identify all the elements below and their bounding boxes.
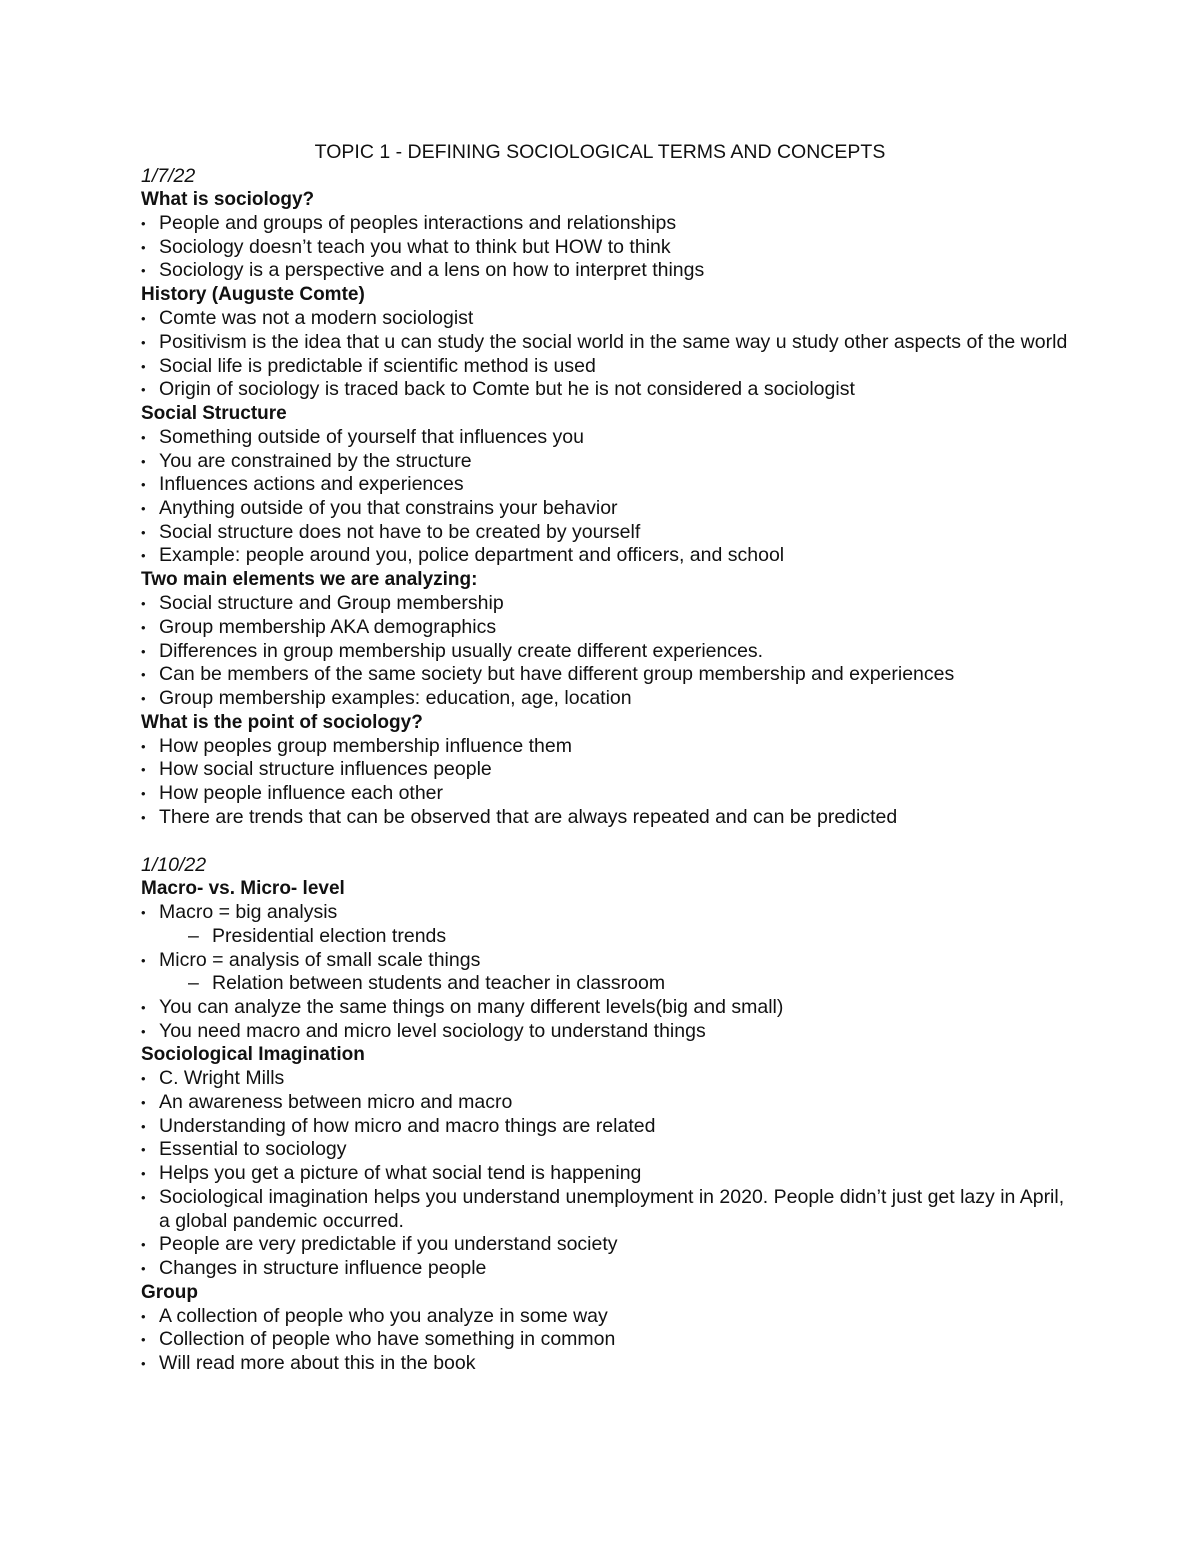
bullet-list [141,307,1071,402]
section-macro-micro [141,877,1071,1043]
list-item: • Positivism is the idea that u can study the social world in the same way u study other aspects of the world [141,331,1071,355]
list-item: • Understanding of how micro and macro things are related [141,1115,1071,1139]
section-heading: What is sociology? [141,189,315,210]
list-item: • Social structure and Group membership [141,592,1071,616]
list-item: • Something outside of yourself that influences you [141,426,1071,450]
bullet-list [141,212,1071,283]
list-item: • Micro = analysis of small scale things [141,949,1071,973]
bullet-list [141,1305,1071,1376]
list-item: • Essential to sociology [141,1138,1071,1162]
bullet-list [141,1067,1071,1280]
list-item: • Anything outside of you that constrains your behavior [141,497,1071,521]
document-title: TOPIC 1 - DEFINING SOCIOLOGICAL TERMS AND CONCEPTS [314,141,886,163]
list-item: • Changes in structure influence people [141,1257,1071,1281]
list-item: • Influences actions and experiences [141,473,1071,497]
list-item: • Sociology is a perspective and a lens on how to interpret things [141,259,1071,283]
list-item: • Social structure does not have to be created by yourself [141,521,1071,545]
document-page [141,140,1071,1376]
list-item: • Sociological imagination helps you understand unemployment in 2020. People didn’t just get lazy in April, a global pandemic occurred. [141,1186,1071,1233]
list-item: • Group membership AKA demographics [141,616,1071,640]
list-item: • You need macro and micro level sociology to understand things [141,1020,1071,1044]
list-item: • People are very predictable if you understand society [141,1233,1071,1257]
list-item: • How social structure influences people [141,758,1071,782]
list-item: • Differences in group membership usually create different experiences. [141,640,1071,664]
section-heading: Group [141,1281,198,1303]
sub-list [141,972,1071,996]
list-item: • You are constrained by the structure [141,450,1071,474]
section-heading: History (Auguste Comte) [141,284,365,306]
list-item: • How people influence each other [141,782,1071,806]
list-item: • Social life is predictable if scientific method is used [141,355,1071,379]
list-item: • An awareness between micro and macro [141,1091,1071,1115]
section-heading: Two main elements we are analyzing: [141,569,478,591]
list-item: • Helps you get a picture of what social tend is happening [141,1162,1071,1186]
bullet-list [141,901,1071,925]
date-heading: 1/10/22 [141,854,207,877]
section-history [141,283,1071,402]
list-item: • Origin of sociology is traced back to Comte but he is not considered a sociologist [141,378,1071,402]
section-what-is-sociology [141,188,1071,283]
section-heading: Social Structure [141,402,287,424]
sub-list-item: – Presidential election trends [141,925,1071,949]
list-item: • Collection of people who have something in common [141,1328,1071,1352]
section-two-main-elements [141,568,1071,711]
date-heading: 1/7/22 [141,165,196,187]
section-heading: What is the point of sociology? [141,711,423,733]
section-social-structure [141,402,1071,568]
section-sociological-imagination [141,1043,1071,1280]
bullet-list [141,426,1071,568]
section-heading: Sociological Imagination [141,1044,365,1066]
list-item: • Will read more about this in the book [141,1352,1071,1376]
list-item: • Can be members of the same society but have different group membership and experiences [141,663,1071,687]
bullet-list [141,735,1071,830]
list-item: • There are trends that can be observed that are always repeated and can be predicted [141,806,1071,830]
section-point-of-sociology [141,711,1071,830]
bullet-list [141,592,1071,711]
bullet-list [141,949,1071,973]
section-group [141,1281,1071,1376]
bullet-list [141,996,1071,1043]
list-item: • You can analyze the same things on many different levels(big and small) [141,996,1071,1020]
list-item: • Example: people around you, police department and officers, and school [141,544,1071,568]
section-heading: Macro- vs. Micro- level [141,878,345,900]
list-item: • Sociology doesn’t teach you what to think but HOW to think [141,236,1071,260]
list-item: • Macro = big analysis [141,901,1071,925]
list-item: • C. Wright Mills [141,1067,1071,1091]
list-item: • A collection of people who you analyze in some way [141,1305,1071,1329]
sub-list-item: – Relation between students and teacher in classroom [141,972,1071,996]
list-item: • Group membership examples: education, age, location [141,687,1071,711]
blank-line [141,829,1071,853]
list-item: • Comte was not a modern sociologist [141,307,1071,331]
sub-list [141,925,1071,949]
list-item: • People and groups of peoples interactions and relationships [141,212,1071,236]
list-item: • How peoples group membership influence them [141,735,1071,759]
